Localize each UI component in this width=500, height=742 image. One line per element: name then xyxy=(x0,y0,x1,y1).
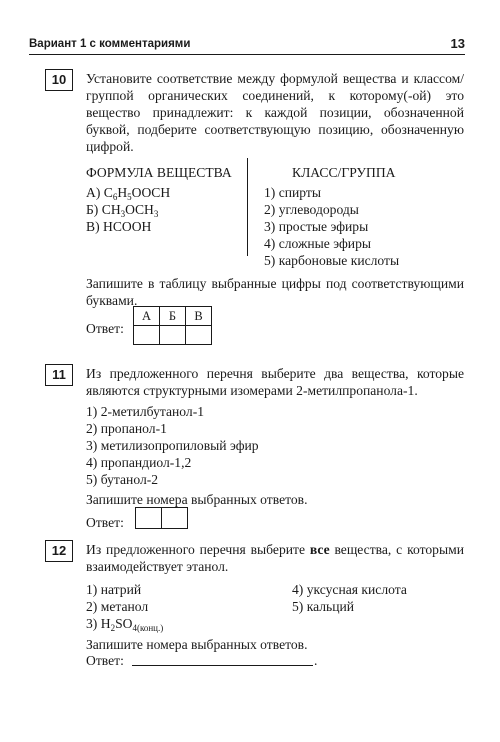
class-option: 4) сложные эфиры xyxy=(264,236,371,251)
q11-option: 3) метилизопропиловый эфир xyxy=(86,438,259,453)
class-option: 1) спирты xyxy=(264,185,321,200)
q11-option: 1) 2-метилбутанол-1 xyxy=(86,404,205,419)
header-title: Вариант 1 с комментариями xyxy=(29,38,191,50)
question-10-answer-table xyxy=(133,306,212,345)
question-12-text: Из предложенного перечня выберите все вещества, с которыми взаимодействует этанол. xyxy=(86,542,464,574)
answer-line[interactable] xyxy=(132,665,313,666)
q11-option: 5) бутанол-2 xyxy=(86,472,159,487)
question-12-instruction: Запишите номера выбранных ответов. xyxy=(86,637,308,652)
formula-column-title: ФОРМУЛА ВЕЩЕСТВА xyxy=(86,165,232,180)
table-header-b: Б xyxy=(160,307,186,326)
class-option: 5) карбоновые кислоты xyxy=(264,253,400,268)
class-option: 2) углеводороды xyxy=(264,202,359,217)
formula-c: В) HCOOH xyxy=(86,219,152,234)
answer-line-end: . xyxy=(314,653,318,668)
emphasis-all: все xyxy=(309,542,330,557)
q11-option: 4) пропандиол-1,2 xyxy=(86,455,192,470)
table-header-a: А xyxy=(134,307,160,326)
question-12-answer-label: Ответ: xyxy=(86,653,124,668)
q11-option: 2) пропанол-1 xyxy=(86,421,167,436)
question-11-answer-label: Ответ: xyxy=(86,515,124,530)
table-header-c: В xyxy=(186,307,212,326)
question-10-answer-label: Ответ: xyxy=(86,321,124,336)
page-number: 13 xyxy=(450,36,465,51)
q12-option: 3) $H_2SO_{4(конц.)}$ xyxy=(86,616,164,633)
page-header xyxy=(29,38,465,55)
answer-cell-2[interactable] xyxy=(161,507,188,529)
question-10-number: 10 xyxy=(45,69,73,91)
question-11-text: Из предложенного перечня выберите два вещества, которые являются структурными изомерами 2-метилпропанола-1. xyxy=(86,366,464,398)
formula-a: А) $C_6H_5OOCH$ xyxy=(86,185,171,202)
question-10-text: Установите соответствие между формулой вещества и классом/группой органических соединений, к которому(-ой) это вещество принадлежит: к каждой позиции, обозначенной буквой, подберите соответствующую позицию, обозначенную цифрой. xyxy=(86,71,464,154)
q12-option: 1) натрий xyxy=(86,582,142,597)
question-10-instruction: Запишите в таблицу выбранные цифры под соответствующими буквами. xyxy=(86,276,464,308)
answer-cell-b[interactable] xyxy=(160,326,186,345)
question-11-number: 11 xyxy=(45,364,73,386)
class-column-title: КЛАСС/ГРУППА xyxy=(292,165,396,180)
answer-cell-c[interactable] xyxy=(186,326,212,345)
formula-b: Б) $CH_3OCH_3$ xyxy=(86,202,159,219)
question-11-instruction: Запишите номера выбранных ответов. xyxy=(86,492,308,507)
answer-cell-a[interactable] xyxy=(134,326,160,345)
column-divider xyxy=(247,158,248,256)
question-12-number: 12 xyxy=(45,540,73,562)
q12-option: 2) метанол xyxy=(86,599,149,614)
answer-cell-1[interactable] xyxy=(135,507,162,529)
class-option: 3) простые эфиры xyxy=(264,219,369,234)
q12-option: 5) кальций xyxy=(292,599,355,614)
q12-option: 4) уксусная кислота xyxy=(292,582,407,597)
